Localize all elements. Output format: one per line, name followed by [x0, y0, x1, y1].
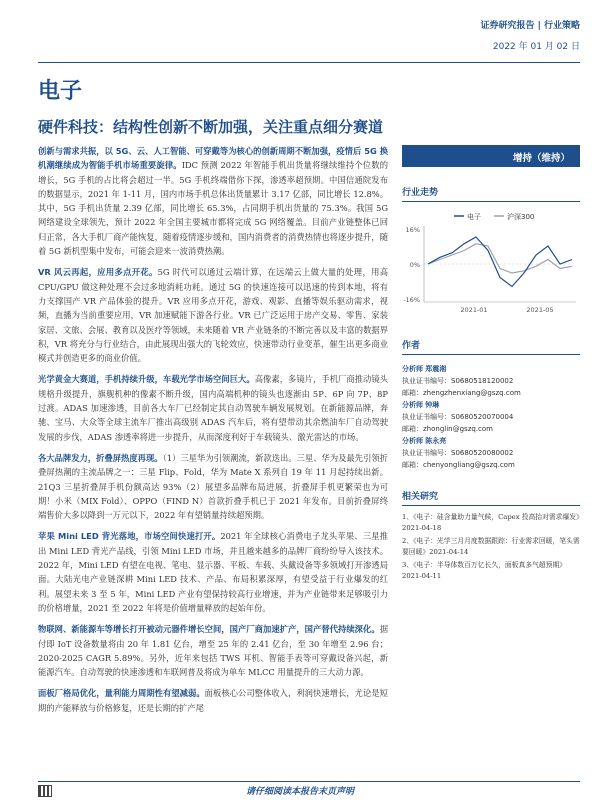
paragraph-passive-components — [38, 622, 388, 679]
trend-chart — [402, 208, 580, 320]
footer-divider — [38, 781, 580, 782]
footer-disclaimer: 请仔细阅读本报告末页声明 — [245, 787, 354, 797]
header-divider — [38, 62, 580, 63]
analyst-entry — [402, 399, 580, 435]
analyst-role: 分析师 — [402, 401, 423, 409]
analyst-email[interactable]: zhengzhenxiang@gszq.com — [423, 389, 521, 397]
email-label: 邮箱： — [402, 425, 423, 433]
legend-label-electronics: 电子 — [467, 213, 481, 221]
analyst-name: 陈永亮 — [425, 437, 447, 445]
related-item[interactable]: 3、《电子：半导体数百万亿长久，面板真多气超预期》2021-04-11 — [402, 561, 567, 580]
sidebar — [402, 145, 580, 584]
paragraph-vr — [38, 265, 388, 365]
paragraph-optics — [38, 372, 388, 443]
y-tick-label: -16% — [403, 296, 420, 304]
y-tick-label: 16% — [405, 226, 420, 234]
paragraph-lead: 各大品牌发力，折叠屏热度再现。 — [38, 452, 163, 463]
email-label: 邮箱： — [402, 461, 423, 469]
report-category: 证券研究报告 | 行业策略 — [480, 21, 580, 31]
paragraph-body: 5G 时代可以通过云端计算，在远端云上做大量的处理，用高 CPU/GPU 做这种处理不会过多地消耗功耗。通过 5G 的快速连接可以迅速的传到本地，将有力支撑国产 VR 产品体验的提升。VR 应用多点开花，游戏、观影、直播等娱乐驱动需求，视频，直播为当前重要应用，VR 加速赋能下游各行业。VR 已广泛运用于房产交易、零售、家装家居、文旅、会展、教育以及医疗等领域，未来随着 VR 产业链条的不断完善以及丰富的数据界积，VR 将充分与行业结合，由此展现出强大的飞轮效应，快速带动行业变革，催生出更多商业模式并创造更多的商业价值。 — [38, 267, 389, 364]
license-label: 执业证书编号： — [402, 377, 451, 385]
analyst-name: 郑震湘 — [425, 365, 447, 373]
email-label: 邮箱： — [402, 389, 423, 397]
related-research-list — [402, 512, 580, 582]
related-heading: 相关研究 — [402, 489, 580, 506]
report-title: 硬件科技：结构性创新不断加强，关注重点细分赛道 — [38, 118, 384, 136]
analyst-email[interactable]: zhonglin@gszq.com — [423, 425, 493, 433]
related-item[interactable]: 1、《电子：硅含量助力量气候，Capex 投高抬对需求爆发》2021-04-18 — [402, 513, 580, 532]
paragraph-5g — [38, 144, 388, 258]
paragraph-lead: 光学黄金大赛道，手机持续升级，车载光学市场空间巨大。 — [38, 374, 255, 385]
analyst-entry — [402, 435, 580, 471]
paragraph-lead: 创新与需求共振，以 5G、云、人工智能、可穿戴等为核心的创新周期不断加强，疫情后 5G 换机潮继续成为智能手机市场重要旋律。 — [38, 146, 388, 171]
report-header — [480, 18, 580, 52]
series-line-hs300 — [428, 244, 572, 273]
license-number: S0680520070004 — [451, 413, 514, 421]
analyst-role: 分析师 — [402, 365, 423, 373]
license-number: S0680520080002 — [451, 449, 514, 457]
report-date: 2022 年 01 月 02 日 — [492, 42, 580, 52]
sector-title: 电子 — [38, 79, 83, 104]
rating-badge: 增持（维持） — [402, 145, 580, 167]
trend-chart-svg — [402, 208, 580, 320]
analyst-list — [402, 363, 580, 471]
paragraph-miniled — [38, 529, 388, 615]
paragraph-lead: VR 风云再起，应用多点开花。 — [38, 267, 158, 278]
analyst-email[interactable]: chenyongliang@gszq.com — [423, 461, 515, 469]
paragraph-body: 面板核心公司整体收入，利润快速增长，尤论是短期的产能释放与价格修复，还是长期的扩产尾 — [38, 688, 388, 713]
paragraph-body: 高像素，多镜片，手机厂商推动镜头规格升级提升，旗舰机种的像素不断升级，国内高端机种的镜头也逐渐由 5P、6P 向 7P、8P 过渡。ADAS 加速渗透，目前各大车厂已经制定其自动驾驶车辆发展规划。在新能源品牌，奔驰、宝马、大众等全球主流车厂推出高级别 ADAS 汽车后，将有望带动其余燃油车厂自动驾驶发展的步伐，ADAS 渗透率将进一步提升，从而深度利好于车载镜头、激光雷达的市场。 — [38, 374, 388, 442]
license-label: 执业证书编号： — [402, 413, 451, 421]
paragraph-body: （1）三星华为引领潮流，新款迭出。三星、华为及最先引领折叠屏热潮的主流品牌之一：三星 Flip、Fold，华为 Mate X 系列自 19 年 11 月起持续出新。21Q3 三星折叠屏手机份额高达 93%（2）展望多品牌布局进展，折叠屏手机更繁荣也为可期！小米（MIX Fold）、OPPO（FIND N）首款折叠手机已于 2021 年发布。目前折叠屏终端售价大多以降到一万元以下，2022 年有望销量持续超预期。 — [38, 452, 388, 521]
analyst-entry — [402, 363, 580, 399]
paragraph-lead: 物联网、新能源车等增长打开被动元器件增长空间，国产厂商加速扩产，国产替代持续深化。 — [38, 624, 380, 635]
paragraph-panel — [38, 686, 388, 715]
paragraph-body: IDC 预测 2022 年智能手机出货量将继续维持个位数的增长，5G 手机的占比将会超过一半。5G 手机终端借你下探，渗透率超预期。中国信通院发布的数据显示，2021 年 1-11 月，国内市场手机总体出货量累计 3.17 亿部，同比增长 12.8%。其中，5G 手机出货量 2.39 亿部，同比增长 65.3%，占同期手机出货量的 75.3%。我国 5G 网络建设全球领先，预计 2022 年全国主要城市都将完成 5G 网络覆盖。目前产业链整体已回归正常，各大手机厂商产能恢复，随着疫情逐步缓和，国内消费者的消费热情也将逐步提升，随着 5G 新机型集中发布，可能会迎来一波消费热潮。 — [38, 160, 388, 257]
x-tick-label: 2021-05 — [526, 306, 554, 314]
paragraph-lead: 苹果 Mini LED 背光落地，市场空间快速打开。 — [38, 531, 221, 542]
legend-label-hs300: 沪深300 — [507, 213, 535, 221]
analyst-role: 分析师 — [402, 437, 423, 445]
paragraph-foldable — [38, 451, 388, 522]
license-label: 执业证书编号： — [402, 449, 451, 457]
paragraph-body: 2021 年全球核心消费电子龙头苹果、三星推出 Mini LED 背光产品线，引领 Mini LED 市场，并且越来越多的品牌厂商纷纷导入该技术。2022 年，Mini LED 有望在电视、笔电、显示器、平板、车载、头戴设备等多领域打开渗透局面。大陆光电产业链深耕 Mini LED 技术、产品、布局积累深厚，有望受益于行业爆发的红利。展望未来 3 至 5 年，Mini LED 产业有望保持较高行业增速，并为产业链带来足够吸引力的价格增量，2021 至 2022 年将是价值增量释放的起始年份。 — [38, 531, 388, 613]
x-tick-label: 2021-01 — [460, 306, 488, 314]
body-text — [38, 144, 388, 722]
analyst-name: 钟琳 — [425, 401, 440, 409]
related-item[interactable]: 2、《电子：光学三月月度数据跟踪：行业需求回暖，笔头需要回暖》2021-04-14 — [402, 537, 580, 556]
trend-heading: 行业走势 — [402, 185, 580, 202]
paragraph-lead: 面板厂格局优化，量利能力周期性有望减弱。 — [38, 688, 205, 699]
paragraph-body: 据付即 IoT 设备数量将由 20 年 1.81 亿台，增至 25 年的 2.41 亿台，至 30 年增至 2.96 台；2020-2025 CAGR 5.89%。另外，近年来包括 TWS 耳机、智能手表等可穿戴设备兴起，新能源汽车。自动驾驶的快速渗透和车联网普及将成为单车 MLCC 用量提升的三大动力源。 — [38, 624, 388, 678]
license-number: S0680518120002 — [451, 377, 514, 385]
y-tick-label: 0% — [409, 261, 420, 269]
author-heading: 作者 — [402, 338, 580, 355]
